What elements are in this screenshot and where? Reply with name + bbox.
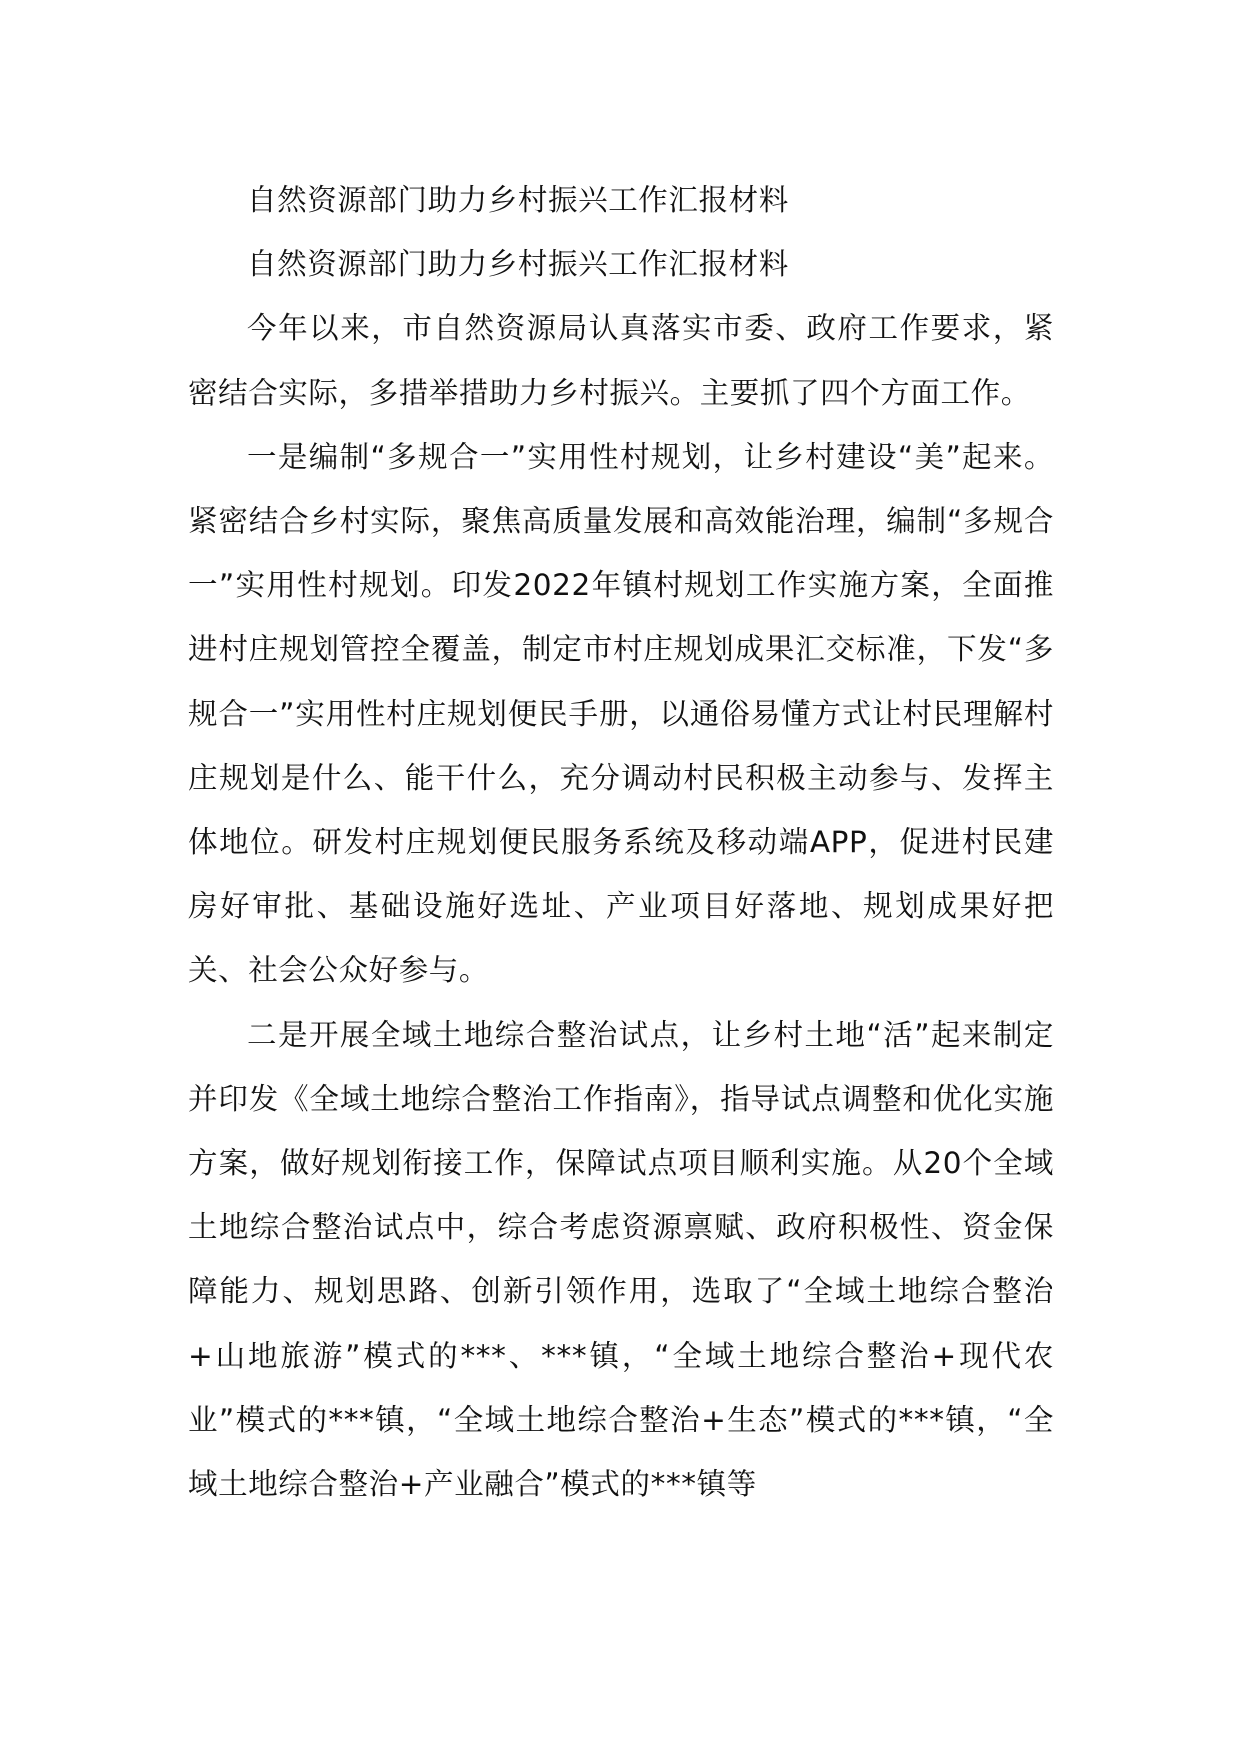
document-body bbox=[188, 168, 1054, 1516]
paragraph-intro: 今年以来，市自然资源局认真落实市委、政府工作要求，紧密结合实际，多措举措助力乡村振兴。主要抓了四个方面工作。 bbox=[188, 311, 1054, 410]
paragraph-land-consolidation: 二是开展全域土地综合整治试点，让乡村土地“活”起来制定并印发《全域土地综合整治工作指南》，指导试点调整和优化实施方案，做好规划衔接工作，保障试点项目顺利实施。从20个全域土地综合整治试点中，综合考虑资源禀赋、政府积极性、资金保障能力、规划思路、创新引领作用，选取了“全域土地综合整治+山地旅游”模式的***、***镇，“全域土地综合整治+现代农业”模式的***镇，“全域土地综合整治+生态”模式的***镇，“全域土地综合整治+产业融合”模式的***镇等 bbox=[188, 1017, 1054, 1502]
document-subtitle: 自然资源部门助力乡村振兴工作汇报材料 bbox=[247, 247, 789, 282]
document-title: 自然资源部门助力乡村振兴工作汇报材料 bbox=[247, 183, 789, 217]
paragraph-village-planning: 一是编制“多规合一”实用性村规划，让乡村建设“美”起来。紧密结合乡村实际，聚焦高质量发展和高效能治理，编制“多规合一”实用性村规划。印发2022年镇村规划工作实施方案，全面推进村庄规划管控全覆盖，制定市村庄规划成果汇交标准，下发“多规合一”实用性村庄规划便民手册，以通俗易懂方式让村民理解村庄规划是什么、能干什么，充分调动村民积极主动参与、发挥主体地位。研发村庄规划便民服务系统及移动端APP，促进村民建房好审批、基础设施好选址、产业项目好落地、规划成果好把关、社会公众好参与。 bbox=[188, 439, 1054, 988]
